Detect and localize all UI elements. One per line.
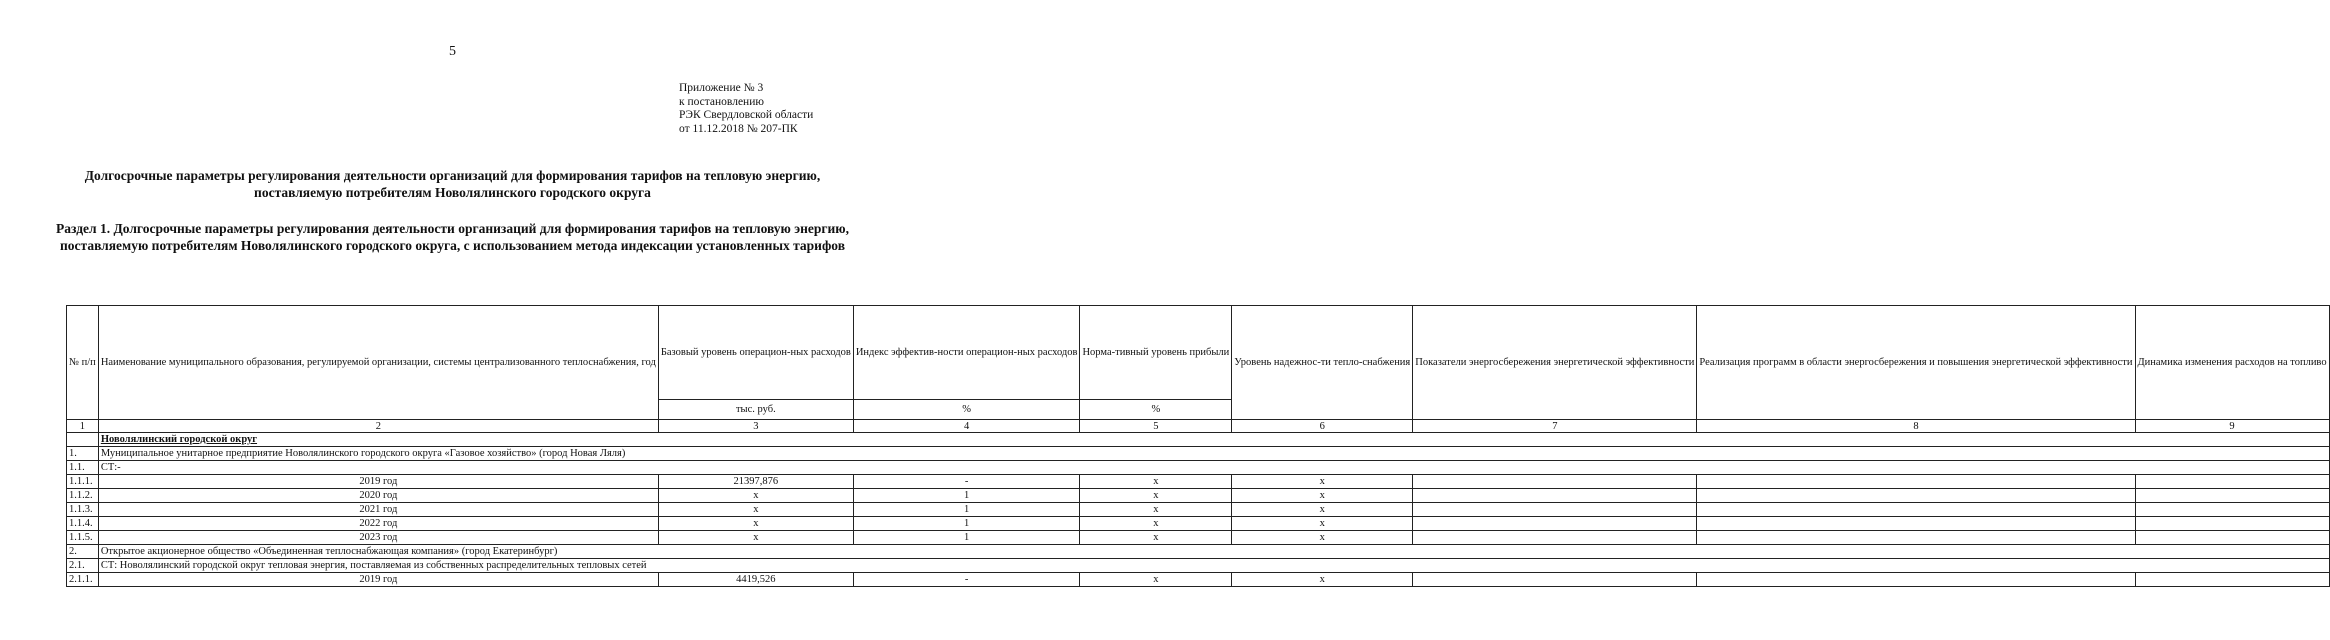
appendix-line: Приложение № 3 (679, 82, 764, 94)
district-name: Новолялинский городской округ (98, 433, 2329, 447)
col-number: 3 (658, 420, 853, 433)
row-num: 1.1.4. (67, 517, 99, 531)
col-number: 8 (1697, 420, 2135, 433)
org-name: Открытое акционерное общество «Объединенная теплоснабжающая компания» (город Екатеринбург) (98, 545, 2329, 559)
col-number: 4 (853, 420, 1080, 433)
parameters-table (66, 305, 2330, 587)
unit-norm: % (1080, 400, 1232, 420)
page-number: 5 (449, 44, 456, 59)
header-dynamics: Динамика изменения расходов на топливо (2135, 306, 2329, 420)
row-norm: х (1080, 517, 1232, 531)
org-row (67, 447, 2330, 461)
row-year: 2020 год (98, 489, 658, 503)
header-reliability: Уровень надежнос-ти тепло-снабжения (1232, 306, 1413, 420)
row-year: 2022 год (98, 517, 658, 531)
header-row (67, 306, 2330, 400)
table-row (67, 489, 2330, 503)
header-programs: Реализация программ в области энергосбережения и повышения энергетической эффективности (1697, 306, 2135, 420)
row-base: х (658, 489, 853, 503)
document-title: Долгосрочные параметры регулирования деятельности организаций для формирования тарифов на тепловую энергию, поставляемую потребителям Новолялинского городского округа (84, 168, 821, 200)
row-index: 1 (853, 517, 1080, 531)
row-index: 1 (853, 531, 1080, 545)
system-row (67, 461, 2330, 475)
org-name: Муниципальное унитарное предприятие Новолялинского городского округа «Газовое хозяйство» (город Новая Ляля) (98, 447, 2329, 461)
row-num: 2.1. (67, 559, 99, 573)
row-reliability: х (1232, 573, 1413, 587)
col-number: 1 (67, 420, 99, 433)
header-base: Базовый уровень операцион-ных расходов (658, 306, 853, 400)
row-num: 1.1.2. (67, 489, 99, 503)
row-base: х (658, 503, 853, 517)
row-reliability: х (1232, 489, 1413, 503)
col-number: 7 (1413, 420, 1697, 433)
system-name: СТ:- (98, 461, 2329, 475)
appendix-line: РЭК Свердловской области (679, 109, 814, 121)
row-num: 1.1. (67, 461, 99, 475)
row-index: 1 (853, 489, 1080, 503)
row-norm: х (1080, 475, 1232, 489)
row-base: 21397,876 (658, 475, 853, 489)
header-energy: Показатели энергосбережения энергетической эффективности (1413, 306, 1697, 420)
row-base: х (658, 531, 853, 545)
row-reliability: х (1232, 517, 1413, 531)
row-reliability: х (1232, 531, 1413, 545)
col-number: 9 (2135, 420, 2329, 433)
table-row (67, 531, 2330, 545)
row-index: 1 (853, 503, 1080, 517)
system-name: СТ: Новолялинский городской округ тепловая энергия, поставляемая из собственных распределительных тепловых сетей (98, 559, 2329, 573)
header-norm: Норма-тивный уровень прибыли (1080, 306, 1232, 400)
row-year: 2023 год (98, 531, 658, 545)
row-num: 2. (67, 545, 99, 559)
row-base: х (658, 517, 853, 531)
header-name: Наименование муниципального образования, регулируемой организации, системы централизованного теплоснабжения, год (98, 306, 658, 420)
section-title: Раздел 1. Долгосрочные параметры регулирования деятельности организаций для формирования тарифов на тепловую энергию, поставляемую потребителям Новолялинского городского округа, с использованием метода индексации установленных тарифов (56, 221, 849, 253)
row-norm: х (1080, 503, 1232, 517)
row-num: 2.1.1. (67, 573, 99, 587)
row-year: 2019 год (98, 573, 658, 587)
org-row (67, 545, 2330, 559)
appendix-note (679, 82, 813, 136)
table-row (67, 475, 2330, 489)
col-number: 5 (1080, 420, 1232, 433)
col-number: 2 (98, 420, 658, 433)
district-row (67, 433, 2330, 447)
appendix-line: к постановлению (679, 95, 764, 108)
row-index: - (853, 573, 1080, 587)
row-num: 1.1.3. (67, 503, 99, 517)
row-norm: х (1080, 573, 1232, 587)
row-num: 1.1.1. (67, 475, 99, 489)
row-norm: х (1080, 531, 1232, 545)
row-base: 4419,526 (658, 573, 853, 587)
header-index: Индекс эффектив-ности операцион-ных расходов (853, 306, 1080, 400)
row-norm: х (1080, 489, 1232, 503)
col-number: 6 (1232, 420, 1413, 433)
row-reliability: х (1232, 503, 1413, 517)
row-index: - (853, 475, 1080, 489)
table-row (67, 503, 2330, 517)
unit-index: % (853, 400, 1080, 420)
row-num: 1.1.5. (67, 531, 99, 545)
header-num: № п/п (67, 306, 99, 420)
row-num: 1. (67, 447, 99, 461)
row-reliability: х (1232, 475, 1413, 489)
system-row (67, 559, 2330, 573)
row-year: 2019 год (98, 475, 658, 489)
unit-base: тыс. руб. (658, 400, 853, 420)
appendix-line: от 11.12.2018 № 207-ПК (679, 122, 798, 135)
row-year: 2021 год (98, 503, 658, 517)
table-row (67, 517, 2330, 531)
table-row (67, 573, 2330, 587)
column-number-row (67, 420, 2330, 433)
